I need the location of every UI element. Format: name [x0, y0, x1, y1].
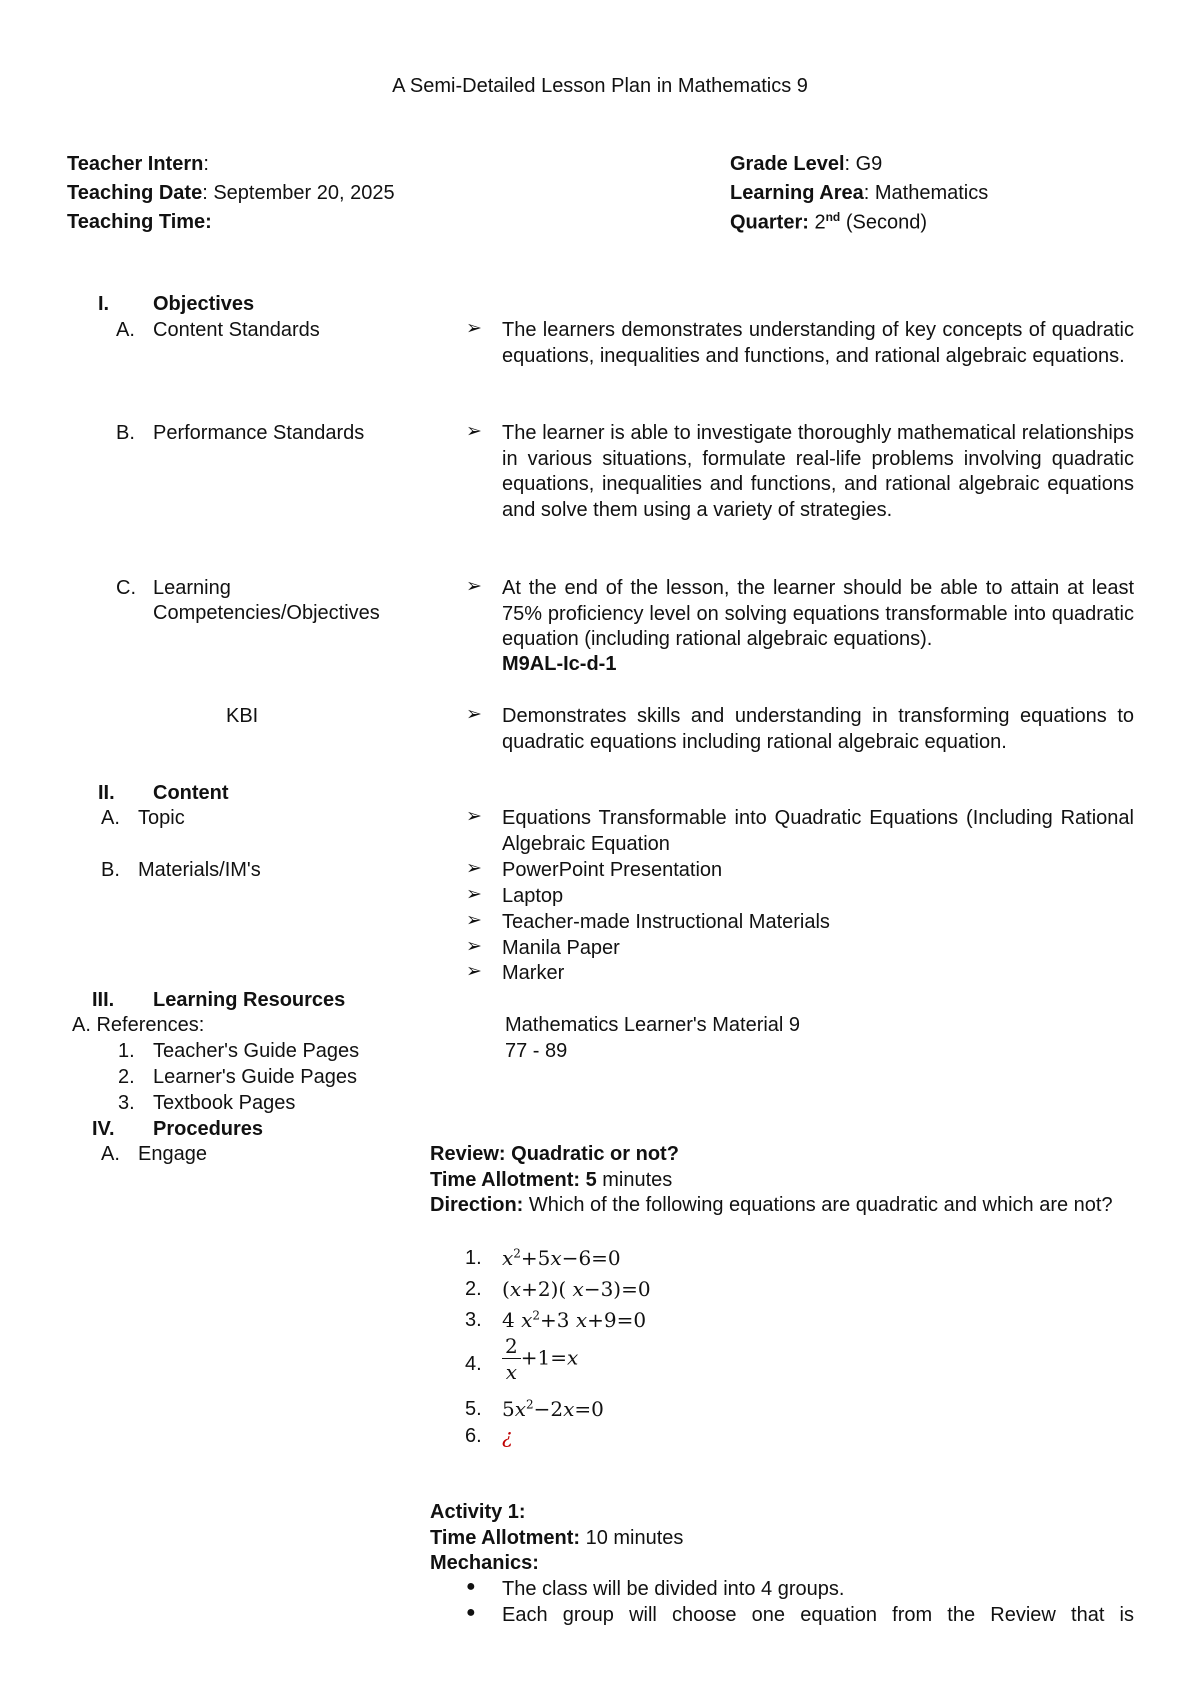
bullet-dot-icon: ● — [466, 1604, 476, 1621]
arrow-bullet-icon: ➢ — [466, 806, 482, 827]
learning-area-value: : Mathematics — [863, 182, 989, 204]
teaching-date-label: Teaching Date — [67, 182, 203, 204]
teacher-intern-label: Teacher Intern — [67, 153, 204, 175]
teachers-guide-label: Teacher's Guide Pages — [153, 1040, 360, 1062]
equation-4: $\frac{2}{x}$ +1=x — [502, 1336, 578, 1382]
arrow-bullet-icon: ➢ — [466, 318, 482, 339]
teaching-date-line — [67, 181, 395, 205]
topic-text: Equations Transformable into Quadratic Equations (Including Rational Algebraic Equation — [502, 807, 1134, 855]
bullet-dot-icon: ● — [466, 1578, 476, 1595]
document-title: A Semi-Detailed Lesson Plan in Mathematics 9 — [392, 75, 808, 97]
references-label: A. References: — [72, 1014, 205, 1036]
teaching-date-value: : September 20, 2025 — [202, 182, 395, 204]
arrow-bullet-icon: ➢ — [466, 421, 482, 442]
material-item: Laptop — [502, 885, 564, 907]
fraction: $\frac{2}{x}$ — [502, 1336, 521, 1382]
mechanics-item: The class will be divided into 4 groups. — [502, 1578, 845, 1600]
mechanics-label: Mechanics: — [430, 1552, 539, 1574]
grade-level-line — [730, 152, 882, 176]
reference-item-number: 3. — [118, 1092, 135, 1114]
section-number-content: II. — [98, 782, 115, 804]
material-item: Marker — [502, 962, 565, 984]
time-allotment-unit: minutes — [596, 1169, 673, 1191]
kbi-label: KBI — [226, 705, 259, 727]
engage-label: Engage — [138, 1143, 207, 1165]
objectives-b-letter: B. — [116, 422, 135, 444]
equation-3: 4 $x^2+3$ x+9=0 — [502, 1308, 647, 1332]
equation-1: $x^2+5x-6=0$ — [502, 1246, 621, 1270]
direction-label: Direction: — [430, 1194, 524, 1216]
content-standards-label: Content Standards — [153, 319, 320, 341]
reference-item-number: 1. — [118, 1040, 135, 1062]
review-direction — [430, 1193, 1134, 1219]
quarter-rest: (Second) — [840, 211, 927, 234]
quarter-number: 2 — [808, 211, 826, 234]
time-allotment-number: 5 — [580, 1169, 597, 1191]
section-number-resources: III. — [92, 989, 115, 1011]
procedures-a-letter: A. — [101, 1143, 120, 1165]
material-item: Manila Paper — [502, 937, 620, 959]
direction-text: Which of the following equations are quadratic and which are not? — [523, 1194, 1113, 1216]
activity-time-value: 10 minutes — [580, 1527, 684, 1549]
mechanics-item: Each group will choose one equation from the Review that is — [502, 1604, 1134, 1626]
kbi-text: Demonstrates skills and understanding in transforming equations to quadratic equations including rational algebraic equation. — [502, 705, 1134, 753]
quarter-label: Quarter: — [730, 211, 809, 234]
arrow-bullet-icon: ➢ — [466, 910, 482, 931]
equation-number: 1. — [465, 1247, 482, 1269]
arrow-bullet-icon: ➢ — [466, 961, 482, 982]
section-number-procedures: IV. — [92, 1118, 115, 1140]
section-title-objectives: Objectives — [153, 293, 255, 315]
materials-label: Materials/IM's — [138, 859, 261, 881]
learning-competencies-label-2: Competencies/Objectives — [153, 602, 380, 624]
review-title: Review: Quadratic or not? — [430, 1143, 679, 1165]
section-title-resources: Learning Resources — [153, 989, 346, 1011]
arrow-bullet-icon: ➢ — [466, 936, 482, 957]
textbook-pages-label: Textbook Pages — [153, 1092, 296, 1114]
equation-number: 4. — [465, 1353, 482, 1375]
arrow-bullet-icon: ➢ — [466, 704, 482, 725]
section-number-objectives: I. — [98, 293, 110, 315]
arrow-bullet-icon: ➢ — [466, 858, 482, 879]
reference-material-name: Mathematics Learner's Material 9 — [505, 1014, 801, 1036]
reference-pages: 77 - 89 — [505, 1040, 568, 1062]
content-a-letter: A. — [101, 807, 120, 829]
equation-number: 6. — [465, 1425, 482, 1447]
reference-item-number: 2. — [118, 1066, 135, 1088]
objectives-a-letter: A. — [116, 319, 135, 341]
teacher-intern-line — [67, 152, 209, 176]
equation-2: (x+2)( x−3)=0 — [502, 1277, 651, 1301]
quarter-superscript: nd — [825, 210, 841, 224]
material-item: Teacher-made Instructional Materials — [502, 911, 830, 933]
equation-number: 3. — [465, 1309, 482, 1331]
competency-code: M9AL-Ic-d-1 — [502, 653, 617, 675]
section-title-content: Content — [153, 782, 229, 804]
grade-level-label: Grade Level — [730, 153, 845, 175]
performance-standards-label: Performance Standards — [153, 422, 365, 444]
arrow-bullet-icon: ➢ — [466, 884, 482, 905]
teaching-time-label: Teaching Time: — [67, 211, 212, 233]
learners-guide-label: Learner's Guide Pages — [153, 1066, 357, 1088]
time-allotment-label: Time Allotment: — [430, 1169, 581, 1191]
learning-competencies-label-1: Learning — [153, 577, 231, 599]
teacher-intern-value: : — [203, 153, 209, 175]
equation-number: 5. — [465, 1398, 482, 1420]
learning-area-line — [730, 181, 988, 205]
activity-title: Activity 1: — [430, 1501, 526, 1523]
equation-5: $5x^2-2x=0$ — [502, 1397, 604, 1421]
quarter-line — [730, 210, 927, 235]
content-standards-text: The learners demonstrates understanding of key concepts of quadratic equations, inequalities and functions, and rational algebraic equations. — [502, 319, 1134, 367]
learning-competencies-text: At the end of the lesson, the learner should be able to attain at least 75% proficiency level on solving equations transformable into quadratic equation (including rational algebraic equations). — [502, 577, 1134, 650]
performance-standards-text: The learner is able to investigate thoroughly mathematical relationships in various situations, formulate real-life problems involving quadratic equations, inequalities and functions, and rational algebraic equations and solve them using a variety of strategies. — [502, 422, 1134, 521]
equation-6-error-symbol: ¿ — [502, 1424, 513, 1448]
activity-time-allotment — [430, 1526, 683, 1550]
activity-time-label: Time Allotment: — [430, 1527, 581, 1549]
section-title-procedures: Procedures — [153, 1118, 264, 1140]
equation-number: 2. — [465, 1278, 482, 1300]
objectives-c-letter: C. — [116, 577, 136, 599]
content-b-letter: B. — [101, 859, 120, 881]
learning-area-label: Learning Area — [730, 182, 864, 204]
topic-label: Topic — [138, 807, 185, 829]
arrow-bullet-icon: ➢ — [466, 576, 482, 597]
grade-level-value: : G9 — [844, 153, 883, 175]
review-time-allotment — [430, 1168, 672, 1192]
material-item: PowerPoint Presentation — [502, 859, 723, 881]
